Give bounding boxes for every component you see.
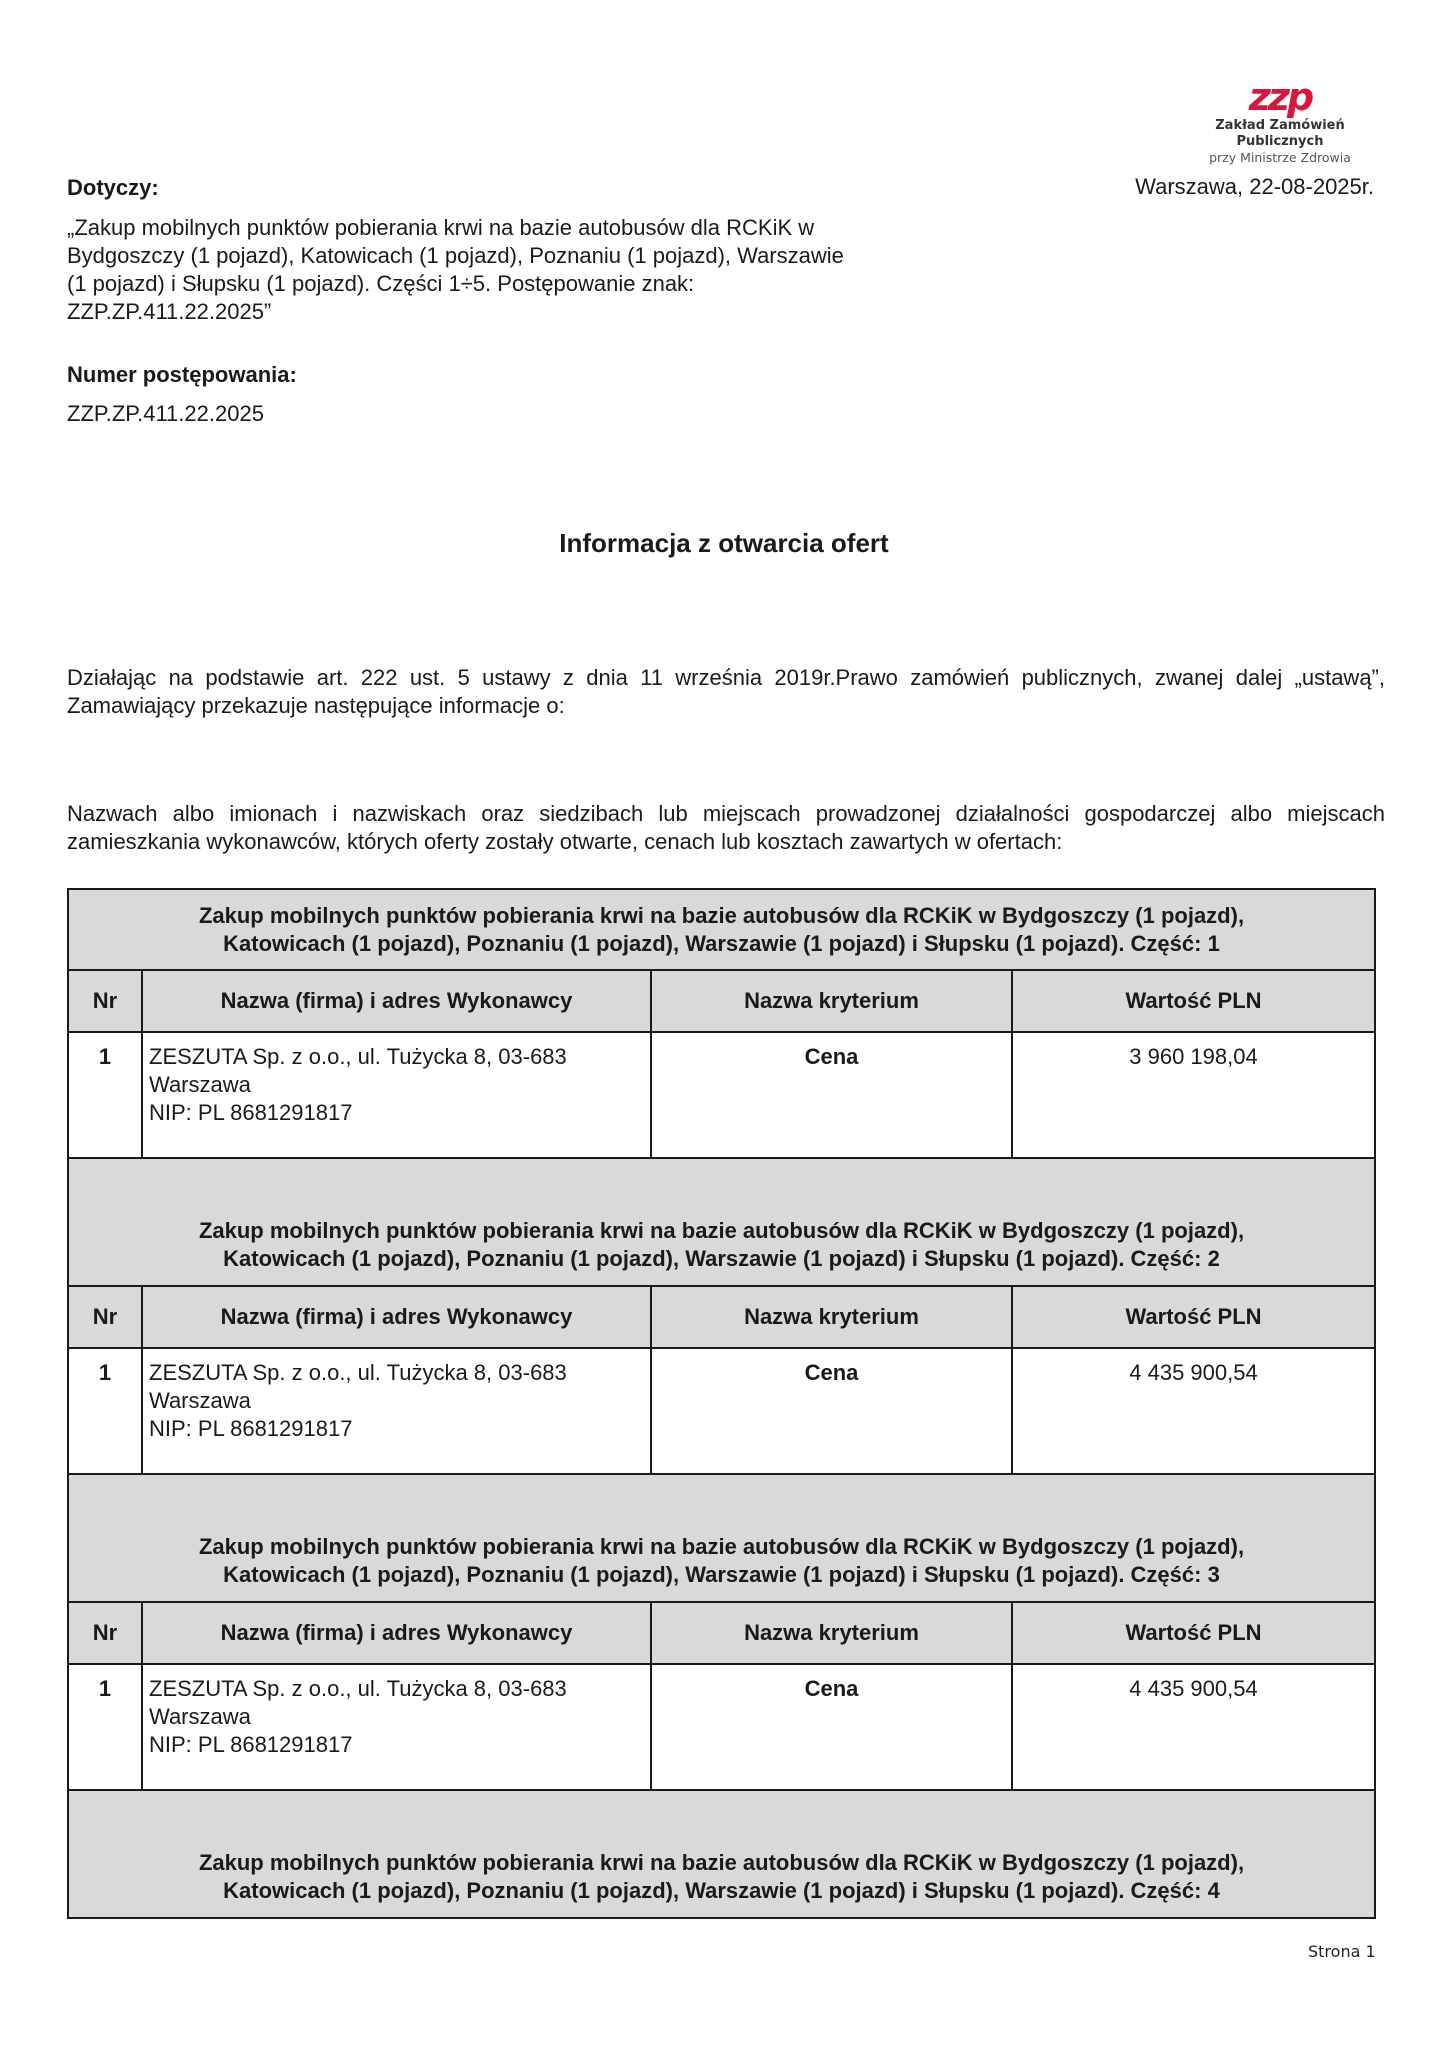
part-title: [68, 889, 1375, 970]
col-header-value: Wartość PLN: [1012, 1286, 1375, 1348]
col-header-contractor: Nazwa (firma) i adres Wykonawcy: [142, 1602, 651, 1664]
proceeding-number-label: Numer postępowania:: [67, 362, 297, 387]
cell-contractor: [142, 1032, 651, 1158]
part-title-line: Katowicach (1 pojazd), Poznaniu (1 pojazd), Warszawie (1 pojazd) i Słupsku (1 pojazd). Część: 4: [223, 1878, 1220, 1903]
part-1-title-row: [68, 889, 1375, 970]
cell-nr: 1: [68, 1664, 142, 1790]
contractor-nip: NIP: PL 8681291817: [149, 1732, 353, 1757]
zzp-logo-mark: zzp: [1248, 75, 1312, 119]
part-title-line: Zakup mobilnych punktów pobierania krwi na bazie autobusów dla RCKiK w Bydgoszczy (1 pojazd),: [198, 902, 1245, 928]
part-3-title-row: [68, 1474, 1375, 1602]
col-header-nr: Nr: [68, 1286, 142, 1348]
cell-value: 4 435 900,54: [1012, 1348, 1375, 1474]
cell-criterion: Cena: [651, 1032, 1012, 1158]
part-title: [68, 1474, 1375, 1602]
contractor-nip: NIP: PL 8681291817: [149, 1100, 353, 1125]
cell-nr: 1: [68, 1348, 142, 1474]
part-title: [68, 1158, 1375, 1286]
cell-criterion: Cena: [651, 1348, 1012, 1474]
cell-value: 3 960 198,04: [1012, 1032, 1375, 1158]
cell-criterion: Cena: [651, 1664, 1012, 1790]
place-date: Warszawa, 22-08-2025r.: [1135, 174, 1374, 199]
subject-text: „Zakup mobilnych punktów pobierania krwi na bazie autobusów dla RCKiK w Bydgoszczy (1 pojazd), Katowicach (1 pojazd), Poznaniu (1 pojazd), Warszawie (1 pojazd) i Słupsku (1 pojazd). Części 1÷5. Postępowanie znak: ZZP.ZP.411.22.2025”: [67, 215, 844, 324]
contractor-city: Warszawa: [149, 1072, 251, 1097]
col-header-value: Wartość PLN: [1012, 970, 1375, 1032]
table-row: [68, 1348, 1375, 1474]
contractor-nip: NIP: PL 8681291817: [149, 1416, 353, 1441]
table-row: [68, 1032, 1375, 1158]
col-header-criterion: Nazwa kryterium: [651, 1602, 1012, 1664]
part-title: [68, 1790, 1375, 1918]
column-header-row: [68, 1286, 1375, 1348]
column-header-row: [68, 970, 1375, 1032]
offers-intro-paragraph: Nazwach albo imionach i nazwiskach oraz siedzibach lub miejscach prowadzonej działalności gospodarczej albo miejscach zamieszkania wykonawców, których oferty zostały otwarte, cenach lub kosztach zawartych w ofertach:: [67, 801, 1385, 854]
page-number: Strona 1: [1308, 1942, 1376, 1961]
cell-value: 4 435 900,54: [1012, 1664, 1375, 1790]
zzp-logo: [1170, 75, 1390, 165]
contractor-name: ZESZUTA Sp. z o.o., ul. Tużycka 8, 03-683: [149, 1360, 567, 1385]
cell-contractor: [142, 1664, 651, 1790]
part-2-title-row: [68, 1158, 1375, 1286]
legal-basis-paragraph: Działając na podstawie art. 222 ust. 5 ustawy z dnia 11 września 2019r.Prawo zamówień publicznych, zwanej dalej „ustawą”, Zamawiający przekazuje następujące informacje o:: [67, 665, 1385, 718]
col-header-nr: Nr: [68, 1602, 142, 1664]
contractor-city: Warszawa: [149, 1704, 251, 1729]
cell-nr: 1: [68, 1032, 142, 1158]
proceeding-number-value: ZZP.ZP.411.22.2025: [67, 401, 264, 426]
part-title-line: Katowicach (1 pojazd), Poznaniu (1 pojazd), Warszawie (1 pojazd) i Słupsku (1 pojazd). Część: 2: [223, 1246, 1220, 1271]
col-header-contractor: Nazwa (firma) i adres Wykonawcy: [142, 970, 651, 1032]
part-4-title-row: [68, 1790, 1375, 1918]
part-title-line: Zakup mobilnych punktów pobierania krwi na bazie autobusów dla RCKiK w Bydgoszczy (1 pojazd),: [198, 1534, 1245, 1559]
contractor-city: Warszawa: [149, 1388, 251, 1413]
org-name: Zakład Zamówień Publicznych: [1215, 118, 1345, 149]
part-title-line: Katowicach (1 pojazd), Poznaniu (1 pojazd), Warszawie (1 pojazd) i Słupsku (1 pojazd). Część: 3: [223, 1562, 1220, 1587]
col-header-criterion: Nazwa kryterium: [651, 970, 1012, 1032]
document-title: Informacja z otwarcia ofert: [559, 528, 889, 558]
col-header-nr: Nr: [68, 970, 142, 1032]
subject-label: Dotyczy:: [67, 175, 159, 200]
part-title-line: Zakup mobilnych punktów pobierania krwi na bazie autobusów dla RCKiK w Bydgoszczy (1 pojazd),: [198, 1850, 1245, 1875]
table-row: [68, 1664, 1375, 1790]
part-title-line: Katowicach (1 pojazd), Poznaniu (1 pojazd), Warszawie (1 pojazd) i Słupsku (1 pojazd). Część: 1: [223, 930, 1220, 956]
org-subtitle: przy Ministrze Zdrowia: [1209, 150, 1351, 165]
contractor-name: ZESZUTA Sp. z o.o., ul. Tużycka 8, 03-683: [149, 1044, 567, 1069]
column-header-row: [68, 1602, 1375, 1664]
col-header-contractor: Nazwa (firma) i adres Wykonawcy: [142, 1286, 651, 1348]
col-header-value: Wartość PLN: [1012, 1602, 1375, 1664]
contractor-name: ZESZUTA Sp. z o.o., ul. Tużycka 8, 03-683: [149, 1676, 567, 1701]
cell-contractor: [142, 1348, 651, 1474]
offers-table: [67, 888, 1376, 1919]
part-title-line: Zakup mobilnych punktów pobierania krwi na bazie autobusów dla RCKiK w Bydgoszczy (1 pojazd),: [198, 1218, 1245, 1243]
col-header-criterion: Nazwa kryterium: [651, 1286, 1012, 1348]
